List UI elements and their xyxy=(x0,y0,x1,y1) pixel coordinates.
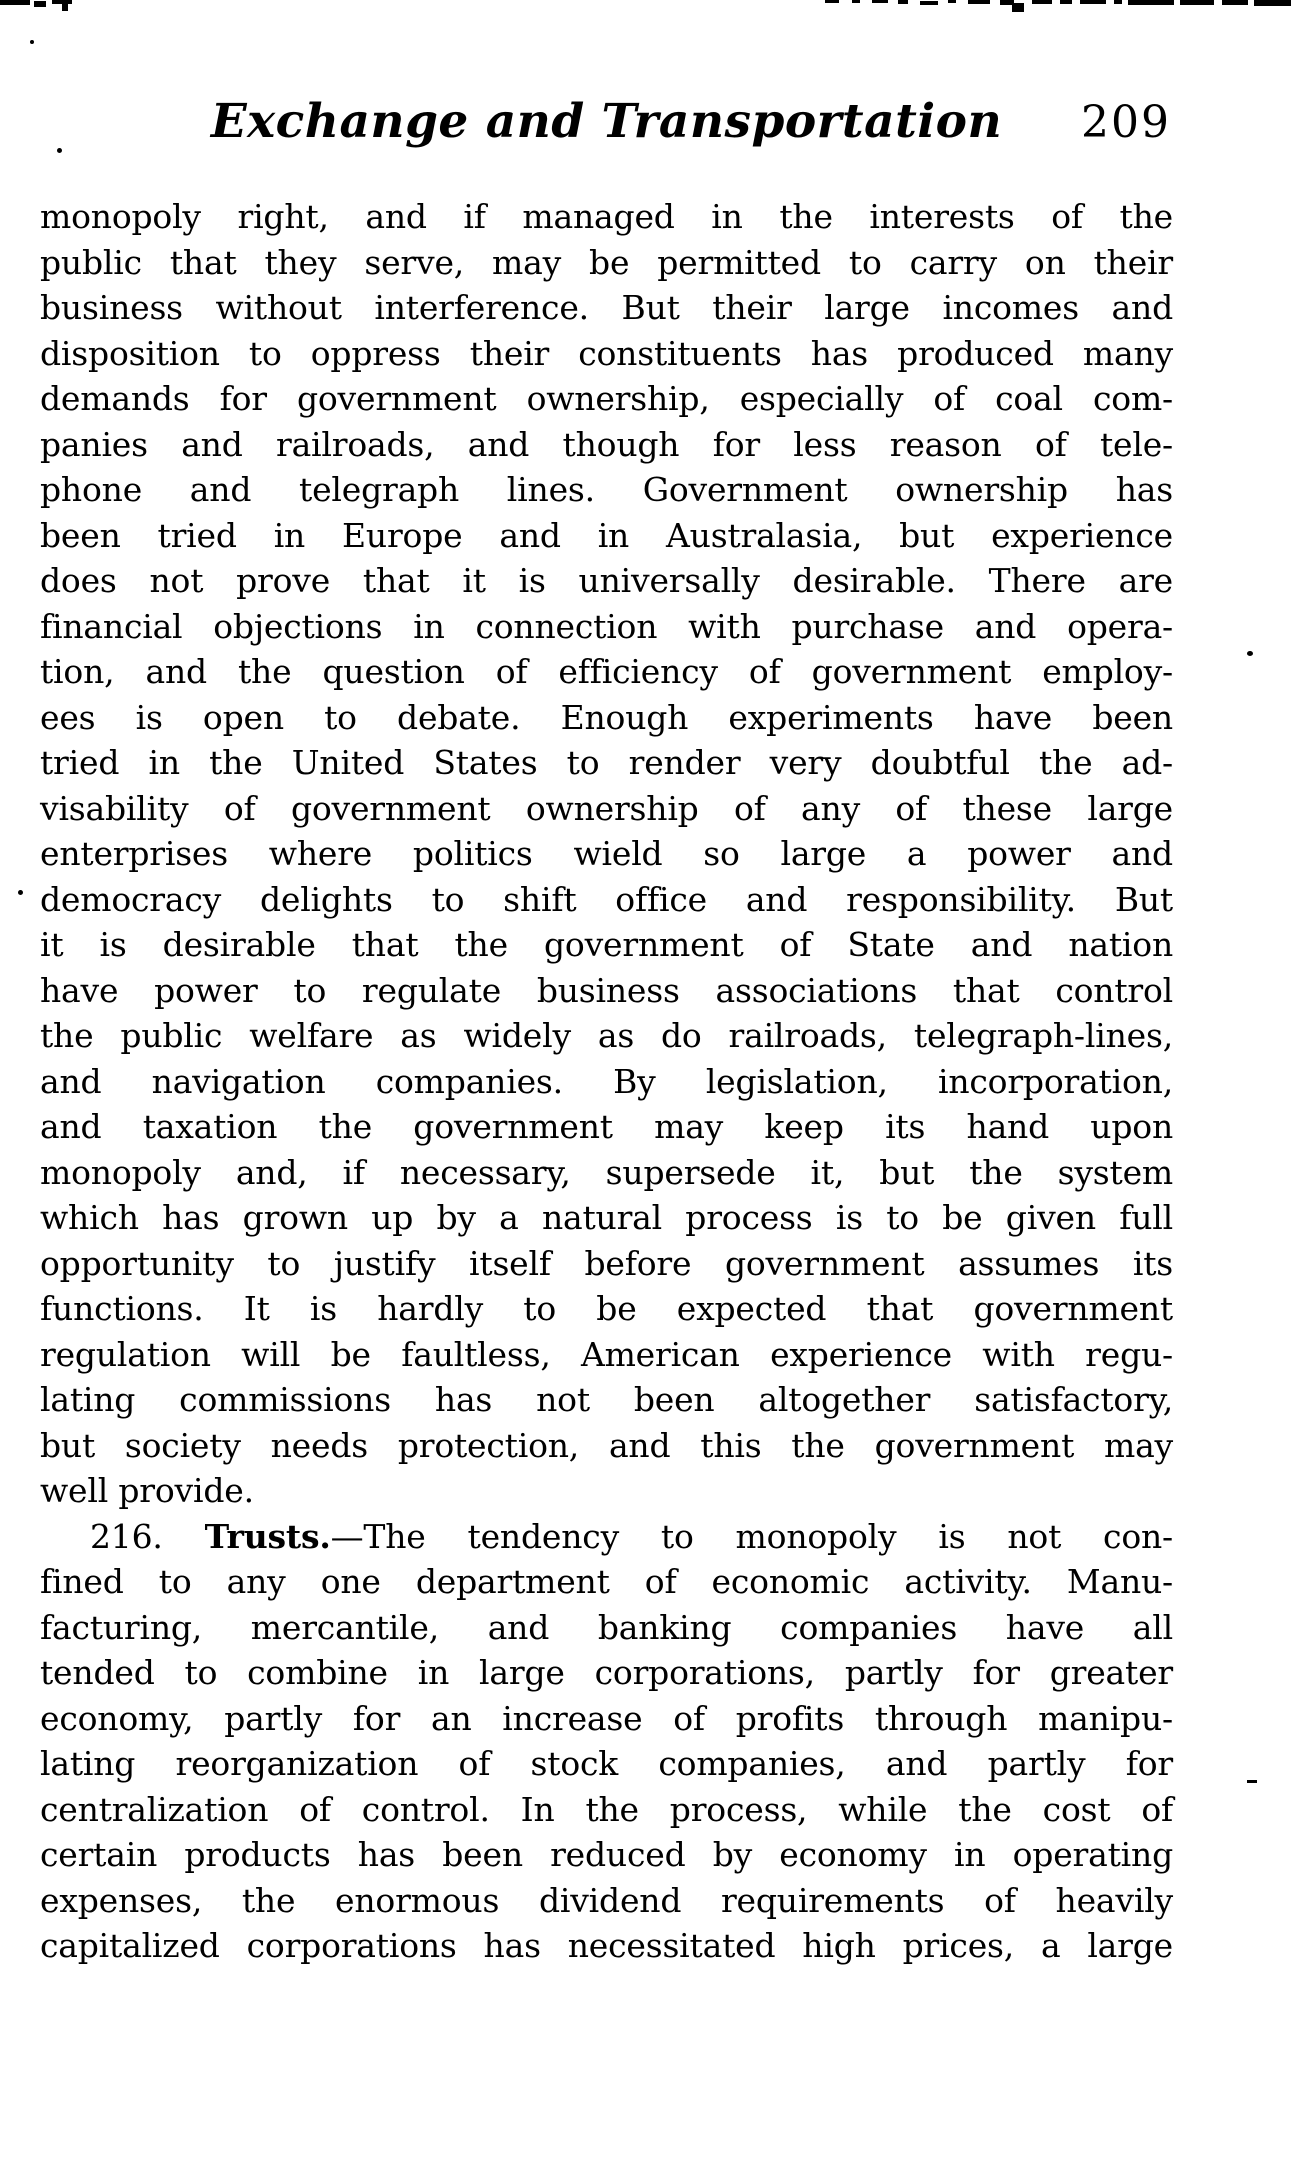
scan-speck xyxy=(968,0,990,4)
scan-speck xyxy=(1247,1780,1257,1783)
text-line: economy, partly for an increase of profits through manipu- xyxy=(40,1698,1173,1738)
text-line: and taxation the government may keep its hand upon xyxy=(40,1107,1173,1146)
text-line: it is desirable that the government of State and nation xyxy=(40,925,1173,964)
scan-speck xyxy=(1032,0,1052,4)
paragraph xyxy=(40,194,1173,1514)
scan-speck xyxy=(948,0,956,3)
text-line: tended to combine in large corporations, partly for greater xyxy=(40,1653,1173,1692)
page-number: 209 xyxy=(1081,97,1171,148)
scan-speck xyxy=(920,1,938,5)
scan-speck xyxy=(898,0,908,4)
scan-speck xyxy=(1080,0,1106,4)
scan-speck xyxy=(30,40,34,44)
scan-speck xyxy=(1128,0,1174,5)
running-header xyxy=(40,94,1173,166)
text-line: certain products has been reduced by economy in operating xyxy=(40,1835,1173,1874)
text-line: tried in the United States to render very doubtful the ad- xyxy=(40,743,1173,782)
bold-text: Trusts. xyxy=(204,1516,331,1556)
text-line: monopoly and, if necessary, supersede it, but the system xyxy=(40,1152,1173,1192)
text-line: financial objections in connection with purchase and opera- xyxy=(40,606,1173,646)
text-line: phone and telegraph lines. Government ownership has xyxy=(40,470,1173,509)
scan-speck xyxy=(62,3,68,11)
text-line: facturing, mercantile, and banking companies have all xyxy=(40,1607,1173,1647)
scan-speck xyxy=(872,0,888,3)
text-line: the public welfare as widely as do railroads, telegraph-lines, xyxy=(40,1016,1173,1055)
text-line: opportunity to justify itself before government assumes its xyxy=(40,1243,1173,1283)
scan-speck xyxy=(18,890,23,895)
text-line: expenses, the enormous dividend requirements of heavily xyxy=(40,1880,1173,1920)
text-line: centralization of control. In the process, while the cost of xyxy=(40,1789,1173,1829)
text-line: well provide. xyxy=(40,1471,254,1510)
text-segment: 216. xyxy=(90,1516,205,1556)
text-line: lating commissions has not been altogether satisfactory, xyxy=(40,1380,1173,1419)
scan-speck xyxy=(1012,3,1024,12)
text-line: disposition to oppress their constituents has produced many xyxy=(40,333,1173,373)
scan-speck xyxy=(852,0,860,3)
scan-speck xyxy=(1060,0,1072,4)
text-line: lating reorganization of stock companies, and partly for xyxy=(40,1744,1173,1783)
text-segment: —The tendency to monopoly is not con- xyxy=(330,1516,1173,1556)
scan-speck xyxy=(825,0,839,3)
text-line: been tried in Europe and in Australasia, but experience xyxy=(40,515,1173,555)
text-line: have power to regulate business associations that control xyxy=(40,970,1173,1010)
scan-speck xyxy=(34,1,46,7)
page-title: Exchange and Transportation xyxy=(210,94,1003,149)
text-line: enterprises where politics wield so large a power and xyxy=(40,834,1173,873)
text-line: demands for government ownership, especially of coal com- xyxy=(40,379,1173,418)
scan-speck xyxy=(1114,0,1122,4)
text-line: panies and railroads, and though for less reason of tele- xyxy=(40,424,1173,464)
scan-speck xyxy=(1254,0,1291,6)
scan-speck xyxy=(0,0,30,5)
scan-speck xyxy=(1180,0,1214,5)
text-line: visability of government ownership of any of these large xyxy=(40,788,1173,828)
scan-speck xyxy=(1247,651,1253,656)
text-line: monopoly right, and if managed in the interests of the xyxy=(40,197,1173,236)
text-line: fined to any one department of economic activity. Manu- xyxy=(40,1562,1173,1601)
text-line: regulation will be faultless, American experience with regu- xyxy=(40,1334,1173,1374)
paragraph xyxy=(40,1514,1173,1969)
text-line: functions. It is hardly to be expected that government xyxy=(40,1289,1173,1328)
text-line: which has grown up by a natural process is to be given full xyxy=(40,1198,1173,1237)
text-line: and navigation companies. By legislation, incorporation, xyxy=(40,1061,1173,1101)
text-line: business without interference. But their large incomes and xyxy=(40,288,1173,327)
body-text xyxy=(40,194,1173,1969)
text-line xyxy=(40,1514,1173,1560)
text-line: ees is open to debate. Enough experiments have been xyxy=(40,697,1173,737)
text-line: tion, and the question of efficiency of government employ- xyxy=(40,652,1173,691)
text-line: democracy delights to shift office and responsibility. But xyxy=(40,879,1173,919)
text-line: public that they serve, may be permitted to carry on their xyxy=(40,242,1173,282)
text-line: capitalized corporations has necessitated high prices, a large xyxy=(40,1926,1173,1965)
text-line: does not prove that it is universally desirable. There are xyxy=(40,561,1173,600)
scan-speck xyxy=(1222,0,1248,5)
text-line: but society needs protection, and this the government may xyxy=(40,1425,1173,1465)
